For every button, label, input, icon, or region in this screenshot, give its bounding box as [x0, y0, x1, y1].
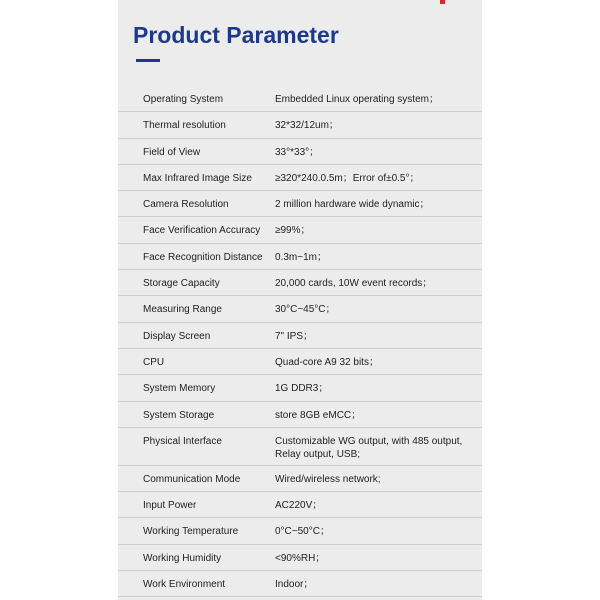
table-row [118, 402, 482, 428]
table-row [118, 466, 482, 492]
table-row [118, 349, 482, 375]
parameter-value: Indoor； [275, 579, 314, 591]
table-row [118, 112, 482, 138]
parameter-value: 1G DDR3； [275, 383, 329, 395]
parameter-value: <90%RH； [275, 552, 326, 564]
table-row [118, 375, 482, 401]
table-row [118, 571, 482, 597]
table-row [118, 244, 482, 270]
parameter-label: CPU [143, 356, 165, 368]
table-row [118, 217, 482, 243]
parameter-label: Camera Resolution [143, 199, 229, 211]
page-title: Product Parameter [133, 22, 339, 48]
parameter-value: Wired/wireless network; [275, 473, 381, 485]
parameter-label: Thermal resolution [143, 120, 226, 132]
parameter-label: Display Screen [143, 330, 211, 342]
parameter-value: 32*32/12um； [275, 120, 339, 132]
parameter-value: 33°*33°； [275, 146, 320, 158]
table-row [118, 296, 482, 322]
parameter-label: Measuring Range [143, 304, 222, 316]
parameter-label: Storage Capacity [143, 278, 220, 290]
parameter-label: Working Temperature [143, 526, 239, 538]
table-row [118, 518, 482, 544]
parameter-value: Customizable WG output, with 485 output, Relay output, USB; [275, 435, 463, 460]
parameter-value: Embedded Linux operating system； [275, 94, 439, 105]
parameter-table [118, 86, 482, 597]
parameter-panel [118, 0, 482, 600]
table-row [118, 270, 482, 296]
table-row [118, 492, 482, 518]
title-underline [136, 59, 160, 62]
parameter-value: Quad-core A9 32 bits； [275, 356, 379, 368]
parameter-label: Face Verification Accuracy [143, 225, 261, 237]
parameter-label: System Storage [143, 409, 215, 421]
parameter-label: System Memory [143, 383, 216, 395]
table-row [118, 545, 482, 571]
table-row [118, 86, 482, 112]
parameter-value: ≥99%； [275, 225, 311, 237]
parameter-label: Max Infrared Image Size [143, 172, 252, 184]
parameter-label: Communication Mode [143, 473, 241, 485]
table-row [118, 428, 482, 466]
parameter-label: Input Power [143, 500, 197, 512]
parameter-value: ≥320*240.0.5m；Error of±0.5°； [275, 172, 420, 184]
table-row [118, 139, 482, 165]
parameter-value: 2 million hardware wide dynamic； [275, 199, 430, 211]
parameter-label: Field of View [143, 146, 201, 158]
table-row [118, 165, 482, 191]
parameter-value: 30°C~45°C； [275, 304, 336, 316]
parameter-value: 7" IPS； [275, 330, 314, 342]
parameter-label: Working Humidity [143, 552, 222, 564]
parameter-value: store 8GB eMCC； [275, 409, 362, 421]
parameter-label: Operating System [143, 94, 224, 105]
parameter-label: Physical Interface [143, 435, 222, 447]
parameter-value: 20,000 cards, 10W event records； [275, 278, 433, 290]
parameter-value: AC220V； [275, 500, 323, 512]
decorative-mark [440, 0, 445, 4]
table-row [118, 191, 482, 217]
parameter-value: 0°C~50°C； [275, 526, 330, 538]
parameter-label: Face Recognition Distance [143, 251, 263, 263]
parameter-label: Work Environment [143, 579, 226, 591]
parameter-value: 0.3m~1m； [275, 251, 327, 263]
table-row [118, 323, 482, 349]
